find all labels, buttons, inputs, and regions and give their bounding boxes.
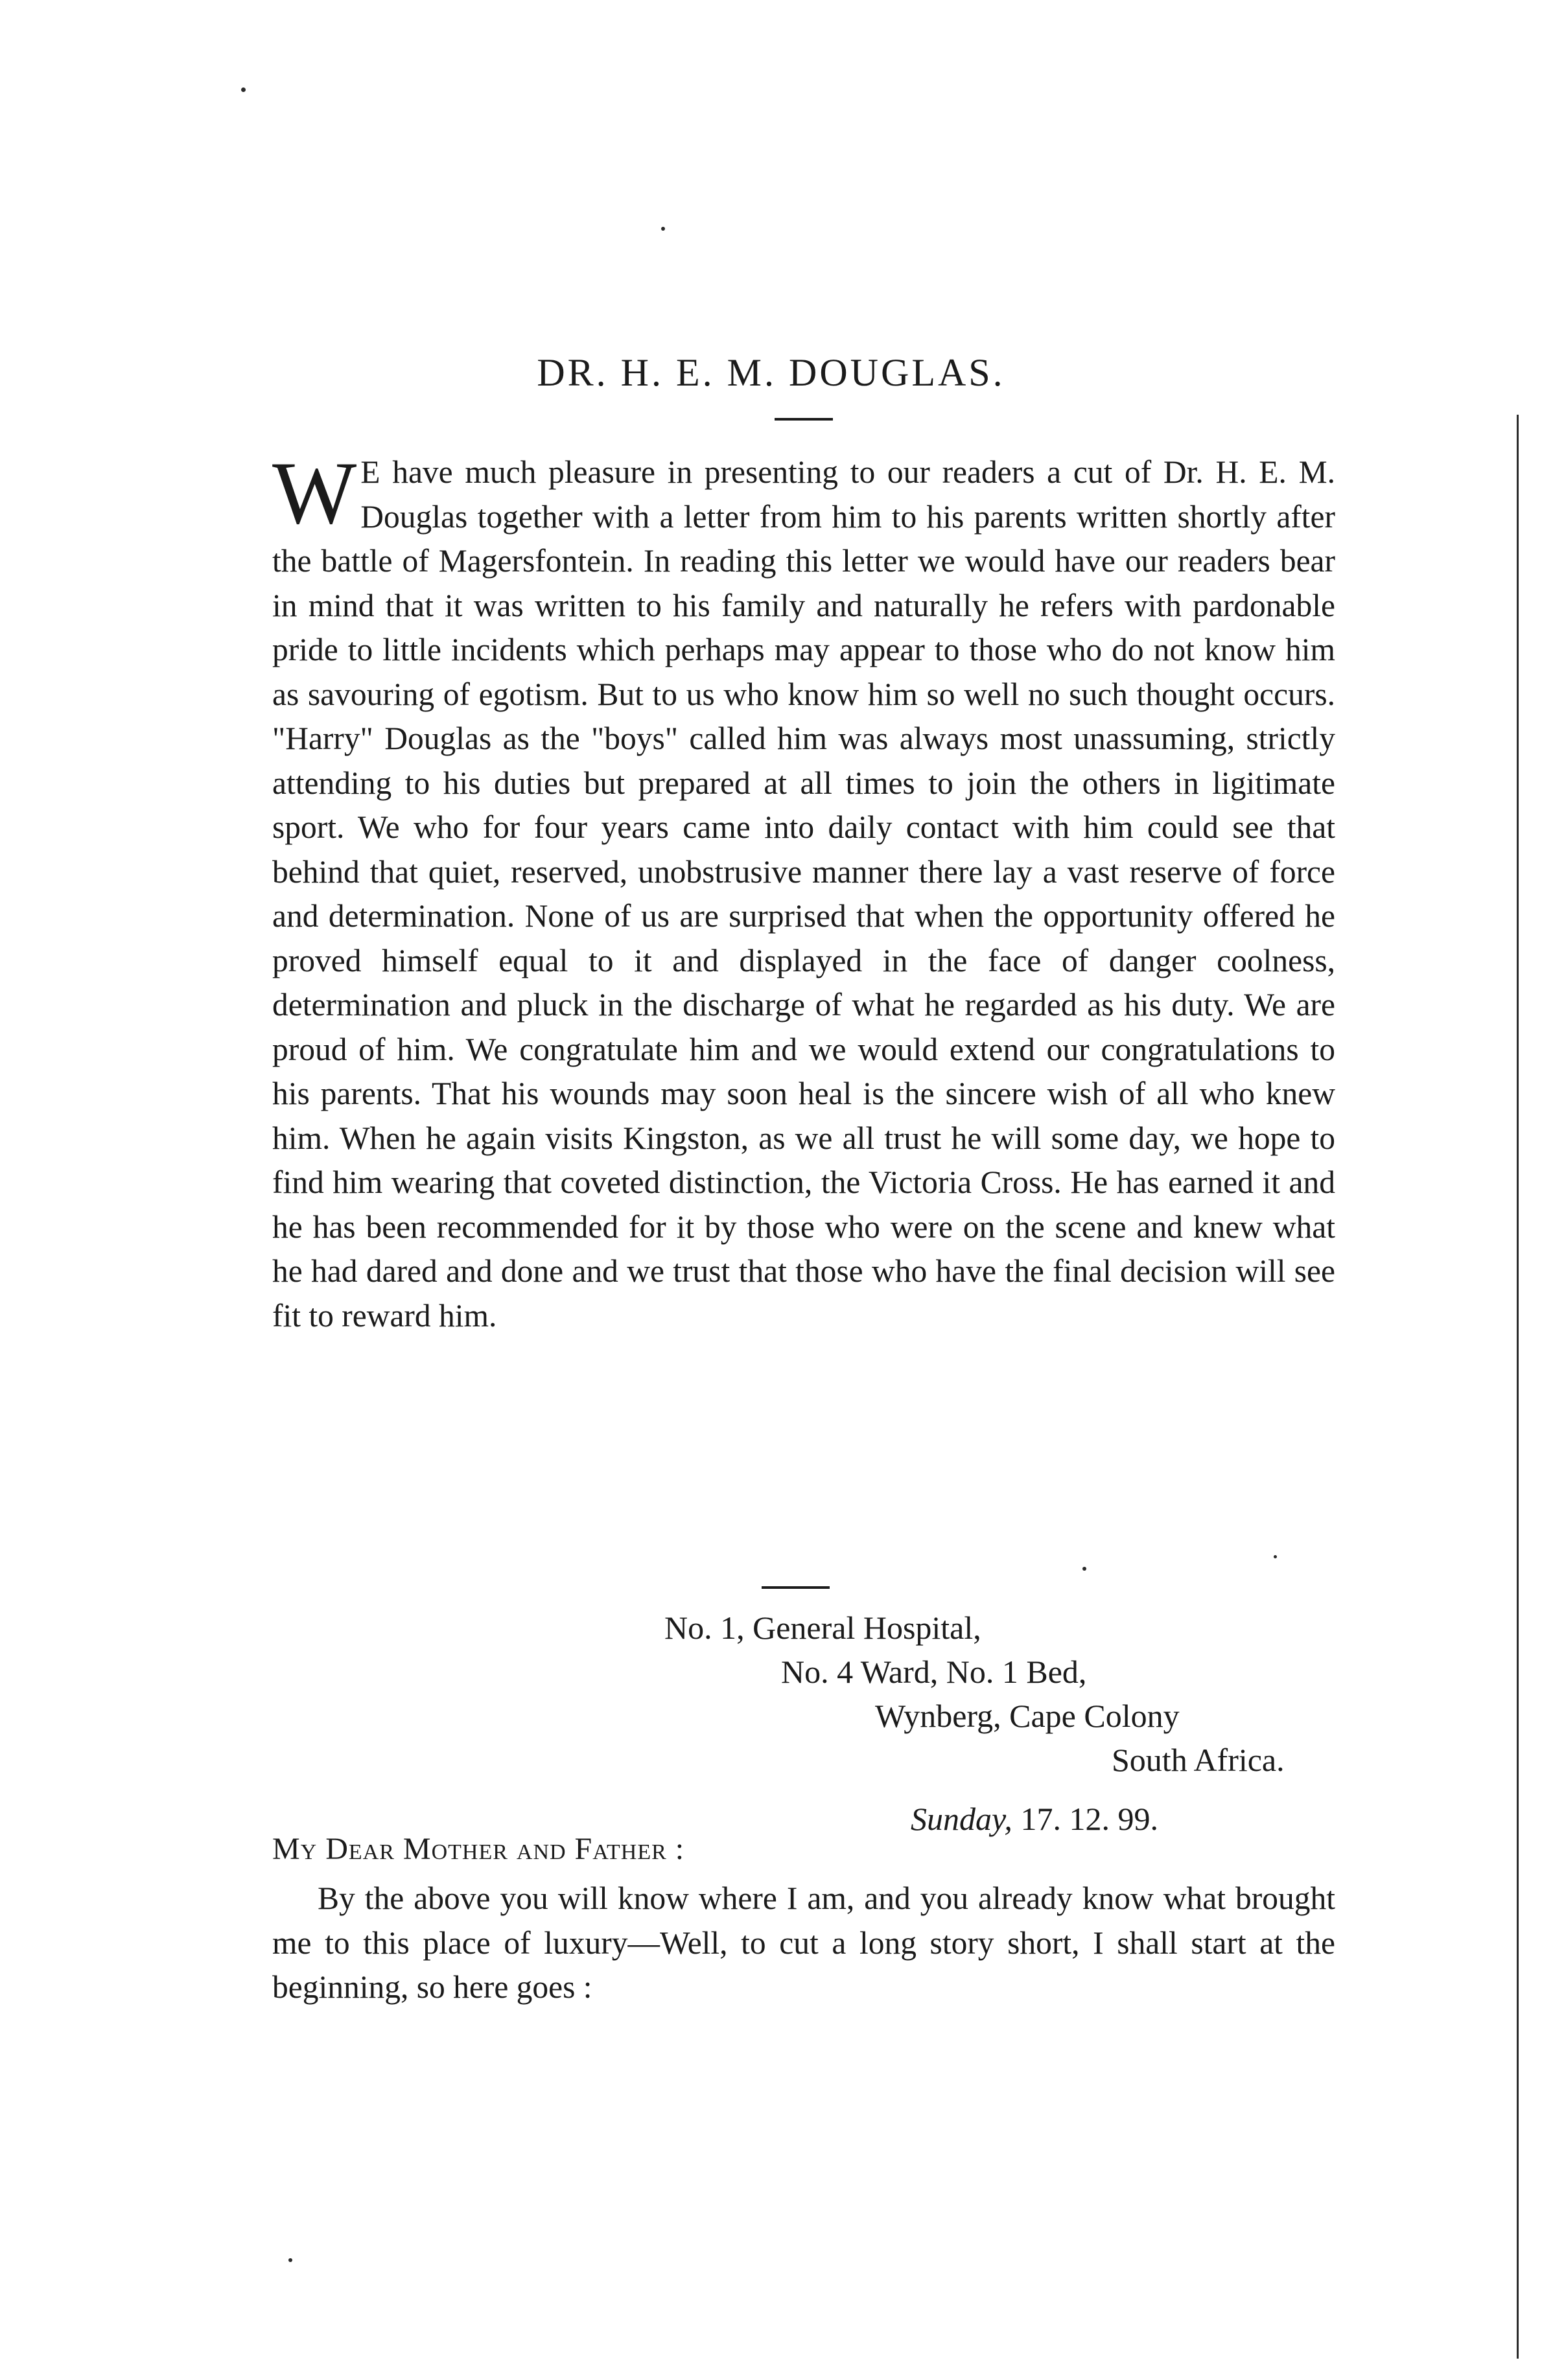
letter-date-day: Sunday, xyxy=(911,1801,1012,1837)
page-speck xyxy=(661,227,665,231)
drop-cap: W xyxy=(272,443,357,542)
title-rule xyxy=(775,418,833,421)
page-speck xyxy=(1082,1567,1086,1571)
letter-date xyxy=(911,1803,1158,1835)
letter-opening-paragraph: By the above you will know where I am, and you already know what brought me to this place of luxury—Well, to cut a long story short, I shall start at the beginning, so here goes : xyxy=(272,1880,1335,2005)
article-body xyxy=(272,443,1335,1338)
page-edge-rule xyxy=(1517,415,1519,2359)
letter-address-line-1: No. 1, General Hospital, xyxy=(664,1610,981,1646)
page-speck xyxy=(288,2258,292,2262)
page-speck xyxy=(241,87,246,92)
letter-date-numbers: 17. 12. 99. xyxy=(1012,1801,1158,1837)
section-rule xyxy=(762,1586,830,1589)
article-body-text: have much pleasure in presenting to our readers a cut of Dr. H. E. M. Douglas together with a letter from him to his parents written shortly after the battle of Magersfontein. In reading this letter we would have our readers bear in mind that it was written to his family and naturally he refers with pardonable pride to little incidents which perhaps may appear to those who do not know him as savouring of egotism. But to us who know him so well no such thought occurs. "Harry" Douglas as the "boys" called him was always most unassuming, strictly attending to his duties but prepared at all times to join the others in ligitimate sport. We who for four years came into daily contact with him could see that behind that quiet, reserved, unobstrusive manner there lay a vast reserve of force and determination. None of us are surprised that when the opportunity offered he proved himself equal to it and displayed in the face of danger coolness, determination and pluck in the discharge of what he regarded as his duty. We are proud of him. We congratulate him and we would extend our congratulations to his parents. That his wounds may soon heal is the sincere wish of all who knew him. When he again visits Kingston, as we all trust he will some day, we hope to find him wearing that coveted distinction, the Victoria Cross. He has earned it and he has been recommended for it by those who were on the scene and knew what he had dared and done and we trust that those who have the final decision will see fit to reward him. xyxy=(272,454,1335,1334)
letter-address-line-3: Wynberg, Cape Colony xyxy=(875,1698,1180,1734)
page-speck xyxy=(1274,1555,1277,1558)
page-title: DR. H. E. M. DOUGLAS. xyxy=(537,351,1005,394)
letter-address-line-4: South Africa. xyxy=(1112,1742,1285,1778)
letter-salutation: My Dear Mother and Father : xyxy=(272,1832,685,1866)
letter-address-line-2: No. 4 Ward, No. 1 Bed, xyxy=(781,1654,1087,1690)
drop-cap-rest: E xyxy=(360,454,380,490)
